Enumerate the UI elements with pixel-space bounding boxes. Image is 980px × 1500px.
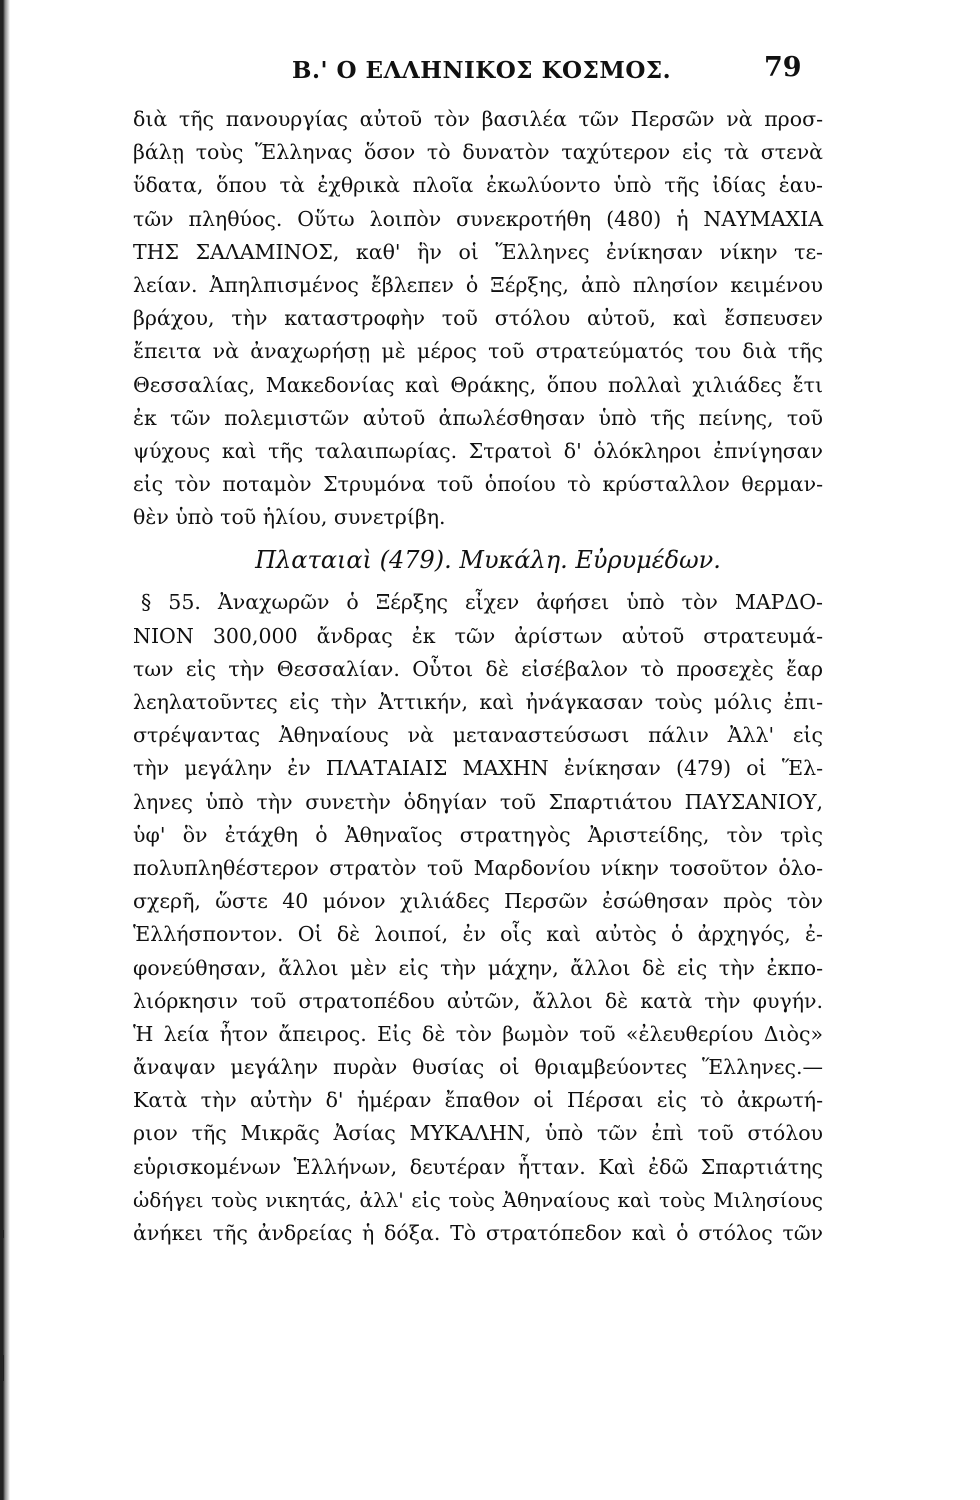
text-line: ληνες ὑπὸ τὴν συνετὴν ὁδηγίαν τοῦ Σπαρτιάτου ΠΑΥΣΑΝΙΟΥ,	[133, 789, 823, 814]
text-line: των εἰς τὴν Θεσσαλίαν. Οὗτοι δὲ εἰσέβαλον τὸ προσεχὲς ἔαρ	[133, 656, 823, 681]
text-line: πολυπληθέστερον στρατὸν τοῦ Μαρδονίου νίκην τοσοῦτον ὁλο-	[133, 855, 823, 880]
margin-mark	[0, 1355, 4, 1381]
text-line: Ἑλλήσποντον. Οἱ δὲ λοιποί, ἐν οἷς καὶ αὐτὸς ὁ ἀρχηγός, ἐ-	[133, 922, 823, 947]
text-line: ὑφ' ὃν ἐτάχθη ὁ Ἀθηναῖος στρατηγὸς Ἀριστείδης, τὸν τρὶς	[133, 822, 823, 847]
text-line: ΤΗΣ ΣΑΛΑΜΙΝΟΣ, καθ' ἣν οἱ Ἕλληνες ἐνίκησαν νίκην τε-	[133, 239, 823, 264]
text-line: λείαν. Ἀπηλπισμένος ἔβλεπεν ὁ Ξέρξης, ἀπὸ πλησίον κειμένου	[133, 272, 823, 297]
text-line: βάλῃ τοὺς Ἕλληνας ὅσον τὸ δυνατὸν ταχύτερον εἰς τὰ στενὰ	[133, 140, 823, 165]
text-line: στρέψαντας Ἀθηναίους νὰ μεταναστεύσωσι πάλιν Ἀλλ' εἰς	[133, 723, 823, 748]
text-line: Θεσσαλίας, Μακεδονίας καὶ Θράκης, ὅπου πολλαὶ χιλιάδες ἔτι	[133, 372, 823, 397]
text-line: ἄναψαν μεγάλην πυρὰν θυσίας οἱ θριαμβεύοντες Ἕλληνες.—	[133, 1055, 823, 1080]
text-line: φονεύθησαν, ἄλλοι μὲν εἰς τὴν μάχην, ἄλλοι δὲ εἰς τὴν ἐκπο-	[133, 955, 823, 980]
text-line: ὕδατα, ὅπου τὰ ἐχθρικὰ πλοῖα ἐκωλύοντο ὑπὸ τῆς ἰδίας ἑαυ-	[133, 173, 823, 198]
text-line: σχερῆ, ὥστε 40 μόνον χιλιάδες Περσῶν ἐσώθησαν πρὸς τὸν	[133, 889, 823, 914]
text-line: θὲν ὑπὸ τοῦ ἡλίου, συνετρίβη.	[133, 505, 446, 530]
running-title: Β.' Ο ΕΛΛΗΝΙΚΟΣ ΚΟΣΜΟΣ.	[292, 57, 672, 84]
text-line: λιόρκησιν τοῦ στρατοπέδου αὐτῶν, ἄλλοι δὲ κατὰ τὴν φυγήν.	[133, 988, 823, 1013]
paragraph-1	[133, 103, 823, 534]
text-line: τὴν μεγάλην ἐν ΠΛΑΤΑΙΑΙΣ ΜΑΧΗΝ ἐνίκησαν (479) οἱ Ἕλ-	[133, 756, 823, 781]
section-heading: Πλαταιαὶ (479). Μυκάλη. Εὐρυμέδων.	[255, 546, 721, 575]
text-line: εἰς τὸν ποταμὸν Στρυμόνα τοῦ ὁποίου τὸ κρύσταλλον θερμαν-	[133, 472, 823, 497]
text-line: ψύχους καὶ τῆς ταλαιπωρίας. Στρατοὶ δ' ὁλόκληροι ἐπνίγησαν	[133, 438, 823, 463]
text-line: § 55. Ἀναχωρῶν ὁ Ξέρξης εἶχεν ἀφήσει ὑπὸ τὸν ΜΑΡΔΟ-	[141, 590, 823, 615]
text-line: ὡδήγει τοὺς νικητάς, ἀλλ' εἰς τοὺς Ἀθηναίους καὶ τοὺς Μιλησίους	[133, 1187, 823, 1212]
text-line: βράχου, τὴν καταστροφὴν τοῦ στόλου αὐτοῦ, καὶ ἔσπευσεν	[133, 306, 823, 331]
text-line: ἐκ τῶν πολεμιστῶν αὐτοῦ ἀπωλέσθησαν ὑπὸ τῆς πείνης, τοῦ	[133, 405, 823, 430]
margin-mark	[0, 1230, 4, 1238]
page-binding-edge	[0, 0, 10, 1500]
text-line: Ἡ λεία ἦτον ἄπειρος. Εἰς δὲ τὸν βωμὸν τοῦ «ἐλευθερίου Διὸς»	[133, 1021, 823, 1046]
page-number: 79	[764, 52, 802, 83]
text-line: ΝΙΟΝ 300,000 ἄνδρας ἐκ τῶν ἀρίστων αὐτοῦ στρατευμά-	[133, 623, 823, 648]
body-text	[133, 103, 823, 1250]
text-line: διὰ τῆς πανουργίας αὐτοῦ τὸν βασιλέα τῶν Περσῶν νὰ προσ-	[133, 107, 823, 131]
running-head	[0, 52, 980, 92]
text-line: τῶν πληθύος. Οὕτω λοιπὸν συνεκροτήθη (480) ἡ ΝΑΥΜΑΧΙΑ	[133, 206, 823, 231]
paragraph-2	[133, 586, 823, 1250]
text-line: ριον τῆς Μικρᾶς Ἀσίας ΜΥΚΑΛΗΝ, ὑπὸ τῶν ἐπὶ τοῦ στόλου	[133, 1121, 823, 1146]
text-line: ἀνήκει τῆς ἀνδρείας ἡ δόξα. Τὸ στρατόπεδον καὶ ὁ στόλος τῶν	[133, 1221, 823, 1245]
text-line: Κατὰ τὴν αὐτὴν δ' ἡμέραν ἔπαθον οἱ Πέρσαι εἰς τὸ ἀκρωτή-	[133, 1088, 823, 1113]
text-line: λεηλατοῦντες εἰς τὴν Ἀττικήν, καὶ ἠνάγκασαν τοὺς μόλις ἐπι-	[133, 690, 823, 714]
text-line: ἔπειτα νὰ ἀναχωρήσῃ μὲ μέρος τοῦ στρατεύματός του διὰ τῆς	[133, 339, 823, 364]
text-line: εὑρισκομένων Ἑλλήνων, δευτέραν ἧτταν. Καὶ ἐδῶ Σπαρτιάτης	[133, 1154, 823, 1179]
